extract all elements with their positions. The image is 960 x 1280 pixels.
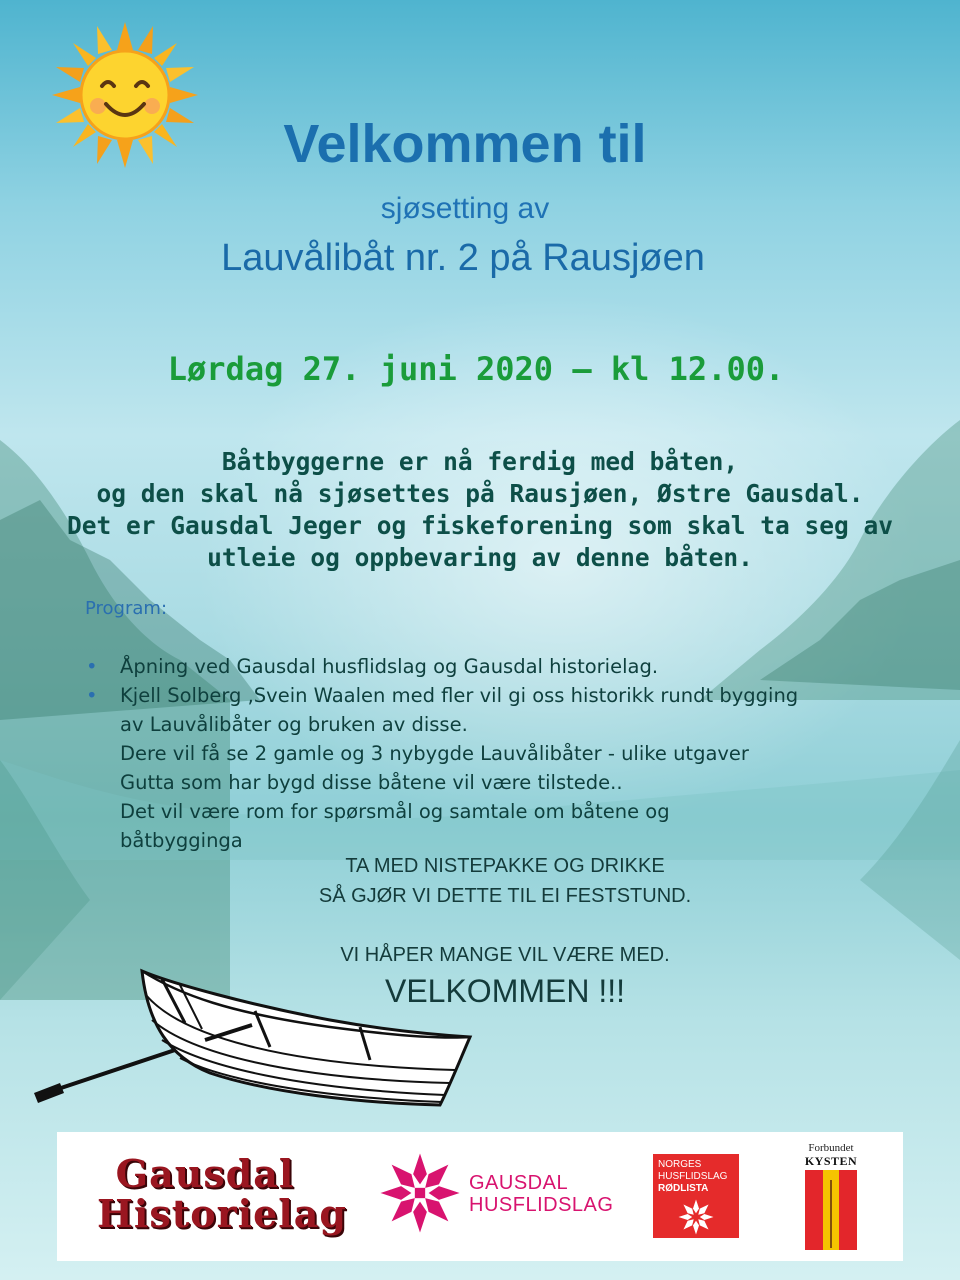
- logo-text: HUSFLIDSLAG: [658, 1171, 728, 1182]
- rowboat-illustration: [30, 965, 500, 1110]
- forbundet-kysten-logo: [801, 1142, 861, 1250]
- husflid-star-icon: [377, 1150, 463, 1236]
- bullet-icon: •: [86, 684, 98, 707]
- bullet-icon: •: [86, 655, 98, 678]
- norges-husflidslag-rodlista-logo: [653, 1154, 739, 1238]
- event-date: Lørdag 27. juni 2020 – kl 12.00.: [167, 350, 785, 388]
- subtitle-line-2: Lauvålibåt nr. 2 på Rausjøen: [221, 237, 705, 279]
- hope-line: VI HÅPER MANGE VIL VÆRE MED.: [340, 944, 670, 966]
- bring-food-line-1: TA MED NISTEPAKKE OG DRIKKE: [345, 855, 665, 877]
- sponsor-logos-strip: [57, 1132, 903, 1261]
- program-list: [86, 652, 946, 855]
- logo-text: KYSTEN: [804, 1154, 858, 1168]
- logo-text: Forbundet: [808, 1142, 854, 1154]
- welcome-text: VELKOMMEN !!!: [384, 973, 626, 1009]
- program-detail-line: båtbygginga: [120, 829, 243, 852]
- intro-line: Båtbyggerne er nå ferdig med båten,: [221, 447, 739, 476]
- rodlista-star-icon: [677, 1198, 715, 1236]
- program-item-text: Kjell Solberg ,Svein Waalen med fler vil gi oss historikk rundt bygging: [120, 684, 799, 707]
- list-item: [86, 652, 946, 681]
- program-item-text: Åpning ved Gausdal husflidslag og Gausdal historielag.: [120, 655, 659, 678]
- intro-line: og den skal nå sjøsettes på Rausjøen, Østre Gausdal.: [96, 479, 864, 508]
- program-item-continuation: av Lauvålibåter og bruken av disse.: [120, 713, 468, 736]
- bring-food-line-2: SÅ GJØR VI DETTE TIL EI FESTSTUND.: [318, 885, 692, 907]
- logo-text: GAUSDAL: [469, 1172, 569, 1194]
- intro-paragraph: [20, 446, 940, 574]
- page-title: Velkommen til: [283, 114, 647, 174]
- program-detail-line: Det vil være rom for spørsmål og samtale om båtene og: [120, 800, 670, 823]
- gausdal-husflidslag-logo: [469, 1172, 613, 1216]
- intro-line: Det er Gausdal Jeger og fiskeforening som skal ta seg av: [66, 511, 893, 540]
- program-detail-line: Dere vil få se 2 gamle og 3 nybygde Lauvålibåter - ulike utgaver: [120, 742, 749, 765]
- intro-line: utleie og oppbevaring av denne båten.: [207, 543, 753, 572]
- logo-text: Historielag: [97, 1191, 347, 1236]
- logo-text: Gausdal: [115, 1151, 295, 1196]
- kysten-flag-icon: [805, 1170, 857, 1250]
- gausdal-historielag-logo: [97, 1151, 347, 1236]
- logo-text: HUSFLIDSLAG: [469, 1194, 614, 1216]
- logo-text: NORGES: [658, 1159, 702, 1170]
- program-detail-line: Gutta som har bygd disse båtene vil være tilstede..: [120, 771, 623, 794]
- list-item: [86, 681, 946, 710]
- subtitle-line-1: sjøsetting av: [380, 192, 550, 225]
- logo-text: RØDLISTA: [658, 1183, 709, 1194]
- program-label: Program:: [85, 598, 168, 619]
